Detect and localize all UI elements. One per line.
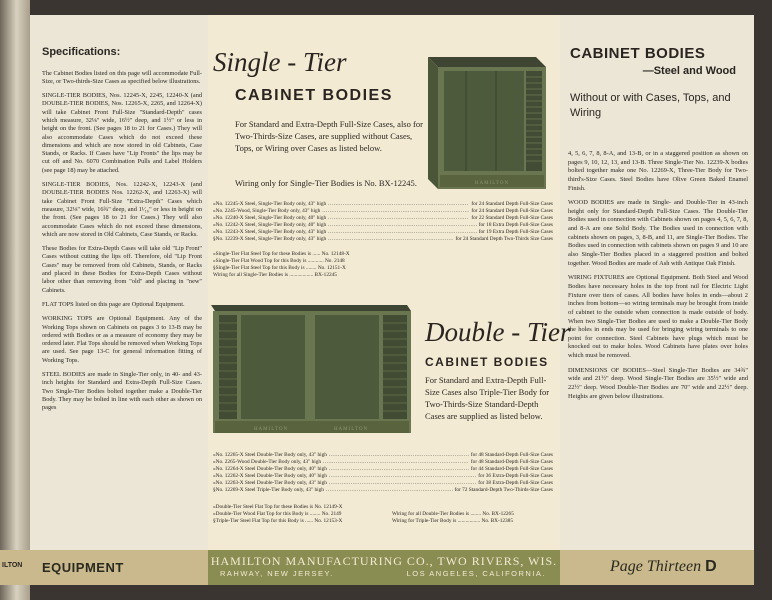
spec-row: «No. 12265-X Steel Double-Tier Body only, 43" high ..... for 48 Standard-Depth Full-Size Cases [213, 452, 553, 459]
single-tier-intro: For Standard and Extra-Depth Full-Size Cases, also for Two-Thirds-Size Cases, are supplied without Cases, Tops, or Wiring over Cases as listed below. [235, 119, 423, 153]
spec-row: «No. 12262-X Steel Double-Tier Body only, 40" high ..... for 36 Extra-Depth Full-Size Cases [213, 473, 553, 480]
page-number-prefix: Page Thirteen [610, 558, 702, 575]
single-tier-script-title: Single - Tier [213, 47, 347, 77]
company-cities [220, 569, 560, 578]
spec-paragraph: These Bodies for Extra-Depth Cases will take old "Lip Front" Cases without cutting the lips off. Therefore, old "Lip Front Cases" may be removed from old Cabinets, Stands, or Racks and placed in these Bodies for Extra-Depth Cases without labor other than removing from "old" and placing in "new" Cabinets. [42, 245, 202, 294]
spec-row: «No. 12242-X Steel, Single-Tier Body only, 40" high ..... for 18 Extra Depth Full-Size Cases [213, 222, 553, 229]
wiring-note: Wiring for Triple-Tier Body is ................. No. BX-12385 [392, 518, 513, 525]
spec-paragraph: WORKING TOPS are Optional Equipment. Any of the Working Tops shown on Cabinets on pages 3 to 13-B may be ordered with Bodies or as a measure of economy they may be ordered later. Flat Tops should be removed when Working Tops are used. See page 13-C for general information fitting of Working Tops. [42, 315, 202, 364]
single-tier-spec-list [213, 201, 553, 243]
spec-row: §No. 12239-X Steel, Single-Tier Body only, 43" high ..... for 24 Standard Depth Two-Thirds Size Cases [213, 236, 553, 243]
spec-row: «No. 12264-X Steel Double-Tier Body only, 40" high ..... for 44 Standard-Depth Full-Size Cases [213, 466, 553, 473]
right-header [570, 45, 750, 121]
book-binding [0, 0, 30, 600]
right-paragraph: WOOD BODIES are made in Single- and Double-Tier in 43-inch height only for Standard-Depth Full-Size Cases. The Double-Tier Bodies used in connection with Cabinets shown on pages 4, 5, 6, 7, 8, and 8-A are one Solid Body. The Bodies used in connection with cabinets shown on pages, 3, 8-B, and 11, are Single-Tier Bodies. The Bodies used in connection with cabinets shown on pages 9 and 10 are also Single-Tier Bodies placed in a staggered position and bolted together. Wood Bodies are made of Ash with Antique Oak Finish. [568, 199, 748, 267]
spec-row: «No. 12245-X Steel, Single-Tier Body only, 43" high ..... for 24 Standard Depth Full-Size Cases [213, 201, 553, 208]
spec-row: «No. 12243-X Steel, Single-Tier Body only, 43" high ..... for 19 Extra Depth Full-Size Cases [213, 229, 553, 236]
top-note: «Double-Tier Steel Flat Top for these Bodies is No. 12149-X [213, 504, 343, 510]
top-note: »Double-Tier Wood Flat Top for this Body is ........ No. 2149 [213, 511, 342, 518]
right-paragraph: WIRING FIXTURES are Optional Equipment. Both Steel and Wood Bodies have necessary holes in the top front rail for Electric Light Fixture over tiers of cases. All bodies have holes in ends—about 2 inches from bottom—so wiring terminals may be brought from inside of cabinet to the outside when connection is made outside of body. When two Single-Tier Bodies are used to make a Double-Tier Body the holes in ends may be used for bringing wiring terminals to one point for connection. Steel Cabinets have plugs which must be knocked out to make holes. Wood Cabinets have plates over holes which must be removed. [568, 274, 748, 360]
spec-row: »No. 2245-Wood, Single-Tier Body only, 43" high ..... for 24 Standard Depth Full-Size Cases [213, 208, 553, 215]
spec-paragraph: SINGLE-TIER BODIES, Nos. 12242-X, 12243-X (and DOUBLE-TIER BODIES Nos. 12262-X, and 12263-X) will take Cabinet Front Full-Size "Extra-Depth" Cases which measure, 32⅛" wide, 16¾" deep, and 1¹⁄₁₆" or less in height on the front. (See pages 18 to 21 for Cases.) They will also accommodate Cases which do not exceed these dimensions, which are now stored in Old Cabinets, Case Stands, or Racks. [42, 181, 202, 238]
wiring-note: Wiring for all Double-Tier Bodies is ........ No. BX-12265 [392, 511, 514, 517]
double-tier-cabinet-illustration [211, 301, 413, 435]
top-note: §Triple-Tier Steel Flat Top for this Body is ...... No. 12153-X [213, 518, 343, 525]
specifications-column [42, 45, 202, 419]
cabinet-nameplate: HAMILTON [474, 181, 510, 186]
top-note: «Single-Tier Flat Steel Top for these Bodies is ...... No. 12148-X [213, 251, 350, 257]
right-title: CABINET BODIES [570, 45, 706, 62]
spec-paragraph: STEEL BODIES are made in Single-Tier only, in 40- and 43-inch heights for Standard and Extra-Depth Full-Size Cases. Two Single-Tier Bodies bolted together make a Double-Tier Body. They may be bolted in line with each other as shown on pages [42, 371, 202, 412]
spec-row: «No. 12263-X Steel Double-Tier Body only, 43" high ..... for 38 Extra-Depth Full-Size Cases [213, 480, 553, 487]
top-note: »Single-Tier Flat Wood Top for this Body is ............ No. 2148 [213, 258, 345, 265]
single-tier-title: CABINET BODIES [235, 87, 393, 104]
spec-row: §No. 12269-X Steel Triple-Tier Body only, 43" high ..... for 72 Standard-Depth Two-Thirds-Size Cases [213, 487, 553, 494]
cabinet-nameplate: HAMILTON [333, 427, 369, 432]
double-tier-title: CABINET BODIES [425, 355, 549, 369]
section-label: EQUIPMENT [42, 560, 124, 575]
spec-paragraph: SINGLE-TIER BODIES, Nos. 12245-X, 2245, 12240-X (and DOUBLE-TIER BODIES, Nos. 12265-X, 2265, and 12264-X) will take Cabinet Front Full-Size "Standard-Depth" cases which measure, 32⅛" wide, 16½" deep, and 1½" or less in height on the front. (See pages 18 to 21 for Cases.) They will also accommodate Cases which do not exceed these dimensions and which are now stored in old Cabinets, Case Stands, or Racks. If Cases have "Lip Fronts" the lips may be cut off and No. 6070 Combination Pulls and Label Holders (see page 18) may be attached. [42, 92, 202, 174]
spec-paragraph: The Cabinet Bodies listed on this page will accommodate Full-Size, or Two-thirds-Size Cases as specified below illustrations. [42, 69, 202, 85]
single-tier-wiring: Wiring only for Single-Tier Bodies is No. BX-12245. [235, 178, 417, 188]
right-subtitle: —Steel and Wood [642, 65, 736, 77]
city-right: LOS ANGELES, CALIFORNIA. [406, 569, 546, 578]
double-tier-spec-list [213, 452, 553, 494]
catalog-page [30, 15, 754, 585]
spec-row: «No. 12240-X Steel, Single-Tier Body only, 40" high ..... for 22 Standard Depth Full-Size Cases [213, 215, 553, 222]
spec-paragraph: FLAT TOPS listed on this page are Optional Equipment. [42, 300, 185, 308]
double-tier-script-title: Double - Tier [425, 317, 571, 347]
specifications-heading: Specifications: [42, 46, 121, 58]
top-note: §Single-Tier Flat Steel Top for this Body is ........ No. 12151-X [213, 265, 346, 272]
page-number [610, 558, 717, 576]
top-note: Wiring for all Single-Tier Bodies is .................. BX-12245 [213, 272, 337, 279]
left-edge-tab-text: ILTON [2, 562, 23, 569]
single-tier-tops-list [213, 251, 413, 280]
page-footer [30, 550, 754, 585]
right-text-column [568, 150, 748, 407]
right-paragraph: 4, 5, 6, 7, 8, 8-A, and 13-B, or in a staggered position as shown on pages 9, 10, 12, 13, and 13-B. Three Single-Tier No. 12239-X bodies bolted together make one No. 12269-X, Three-Tier Body for Two-third's-Size Cases. Steel Bodies have Olive Green Baked Enamel Finish. [568, 150, 748, 192]
double-tier-wiring-list [392, 511, 557, 525]
page-number-letter: D [705, 558, 717, 575]
single-tier-cabinet-illustration [426, 53, 548, 191]
right-tagline: Without or with Cases, Tops, and Wiring [570, 92, 731, 119]
left-edge-tab [0, 550, 30, 585]
cabinet-nameplate: HAMILTON [253, 427, 289, 432]
city-left: RAHWAY, NEW JERSEY. [220, 569, 334, 578]
company-name: HAMILTON MANUFACTURING CO., TWO RIVERS, WIS. [210, 554, 558, 568]
spec-row: »No. 2265-Wood Double-Tier Body only, 43" high ..... for 48 Standard-Depth Full-Size Cases [213, 459, 553, 466]
right-paragraph: DIMENSIONS OF BODIES—Steel Single-Tier Bodies are 34¾" wide and 21½" deep. Wood Single-Tier Bodies are 35½" wide and 22½" deep. Wood Double-Tier Bodies are 70" wide and 22½" deep. Heights are given below illustrations. [568, 366, 748, 400]
double-tier-tops-list [213, 504, 388, 525]
company-band [208, 550, 560, 585]
double-tier-intro: For Standard and Extra-Depth Full-Size Cases also Triple-Tier Body for Two-Thirds-Size Standard-Depth Cases are supplied as listed below. [425, 375, 550, 421]
